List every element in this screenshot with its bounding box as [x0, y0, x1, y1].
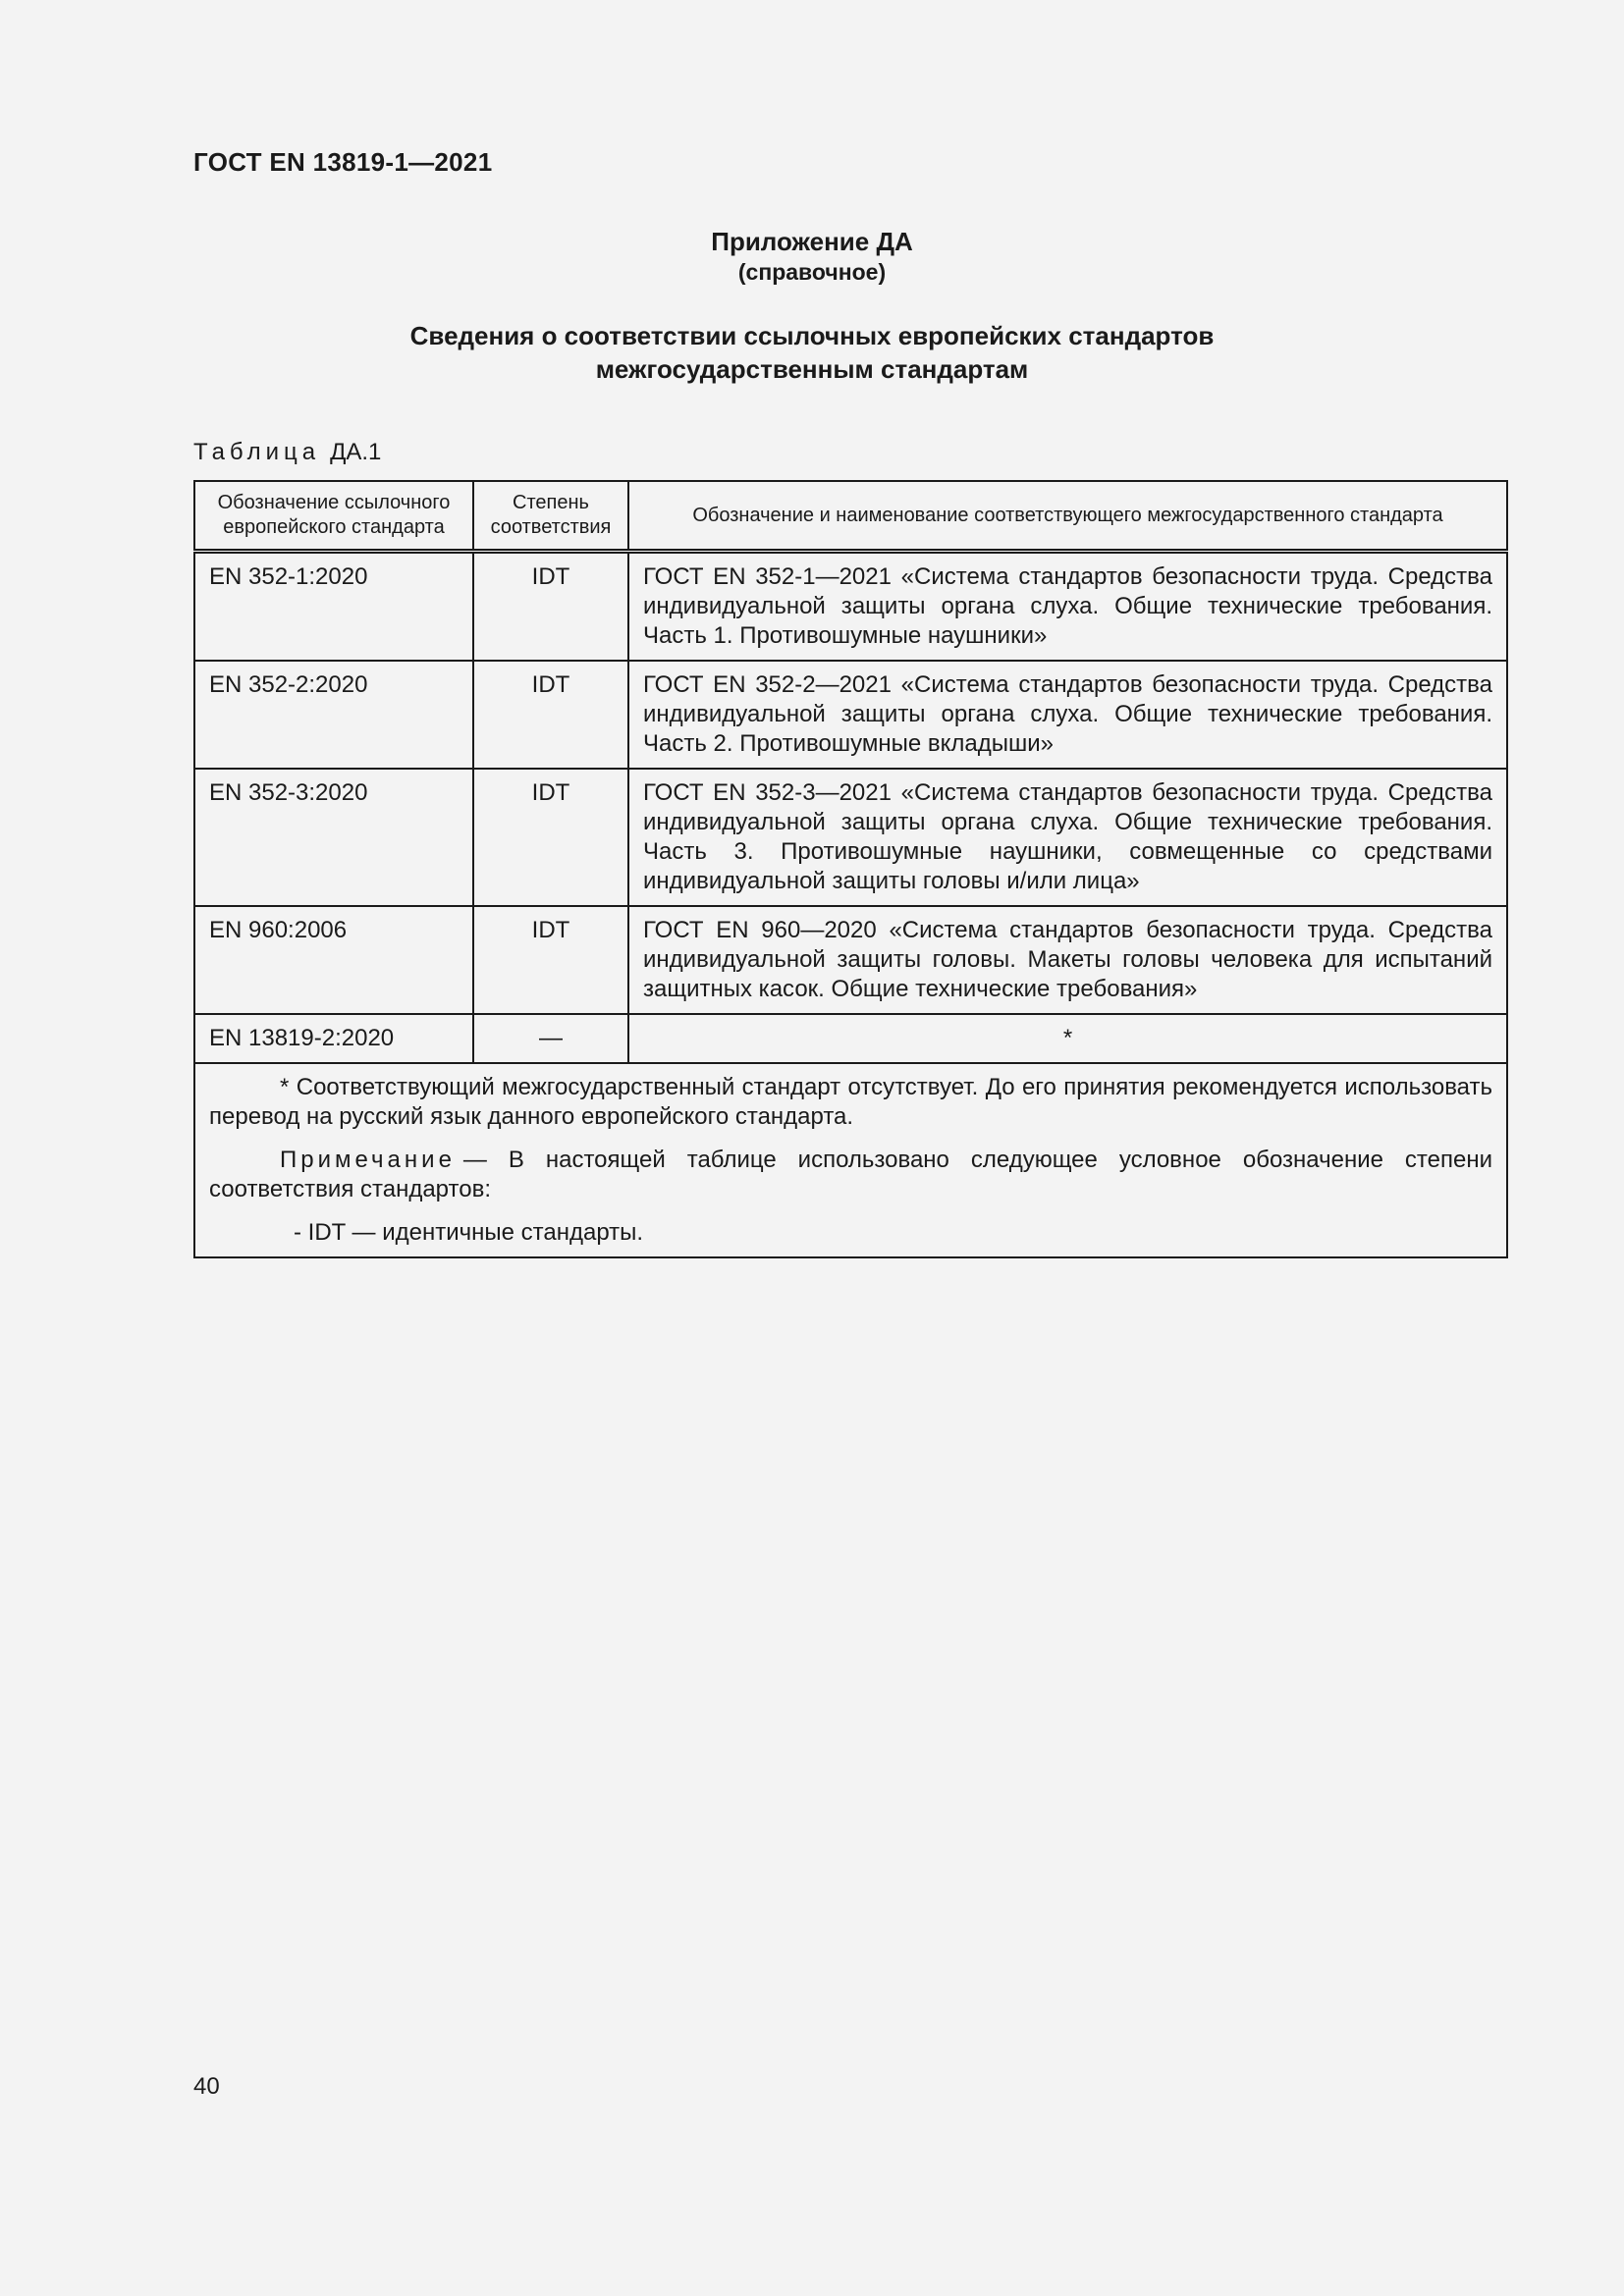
cell-reference: EN 352-1:2020	[194, 552, 473, 662]
annex-title: Приложение ДА	[711, 227, 913, 256]
column-header-reference: Обозначение ссылочного европейского стандарта	[194, 481, 473, 552]
column-header-interstate-standard: Обозначение и наименование соответствующего межгосударственного стандарта	[628, 481, 1507, 552]
cell-degree: IDT	[473, 906, 628, 1014]
cell-interstate-standard: ГОСТ EN 352-3—2021 «Система стандартов безопасности труда. Средства индивидуальной защиты органа слуха. Общие технические требования. Часть 3. Противошумные наушники, совмещенные со средствами индивидуальной защиты головы и/или лица»	[628, 769, 1507, 906]
cell-reference: EN 960:2006	[194, 906, 473, 1014]
annex-status: (справочное)	[737, 259, 887, 285]
table-caption-word: Таблица	[193, 439, 321, 465]
footnote-text: * Соответствующий межгосударственный стандарт отсутствует. До его принятия рекомендуется использовать перевод на русский язык данного европейского стандарта.	[209, 1074, 1492, 1130]
annex-heading-line-1: Сведения о соответствии ссылочных европейских стандартов	[409, 321, 1215, 350]
correspondence-table	[193, 480, 1508, 1258]
table-caption-id: ДА.1	[330, 439, 382, 465]
cell-reference: EN 13819-2:2020	[194, 1014, 473, 1063]
table-row	[194, 1014, 1507, 1063]
table-header-row	[194, 481, 1507, 552]
annex-heading-line-2: межгосударственным стандартам	[595, 354, 1029, 384]
cell-degree: IDT	[473, 769, 628, 906]
note-label: Примечание	[280, 1147, 456, 1173]
document-code-header: ГОСТ EN 13819-1—2021	[193, 147, 493, 177]
table-note	[209, 1146, 1492, 1204]
table-notes-cell	[194, 1063, 1507, 1257]
column-header-degree: Степень соответствия	[473, 481, 628, 552]
cell-reference: EN 352-3:2020	[194, 769, 473, 906]
table-row	[194, 661, 1507, 769]
legend-item: - IDT — идентичные стандарты.	[294, 1219, 644, 1246]
cell-reference: EN 352-2:2020	[194, 661, 473, 769]
table-row	[194, 552, 1507, 662]
cell-interstate-standard: ГОСТ EN 352-1—2021 «Система стандартов безопасности труда. Средства индивидуальной защиты органа слуха. Общие технические требования. Часть 1. Противошумные наушники»	[628, 552, 1507, 662]
note-text: — В настоящей таблице использовано следующее условное обозначение степени соответствия стандартов:	[209, 1147, 1492, 1202]
footnote	[209, 1073, 1492, 1132]
cell-interstate-standard: ГОСТ EN 352-2—2021 «Система стандартов безопасности труда. Средства индивидуальной защиты органа слуха. Общие технические требования. Часть 2. Противошумные вкладыши»	[628, 661, 1507, 769]
cell-interstate-standard: *	[628, 1014, 1507, 1063]
page-number: 40	[193, 2073, 220, 2100]
table-caption	[193, 439, 381, 466]
table-notes-row	[194, 1063, 1507, 1257]
annex-heading	[0, 319, 1624, 386]
cell-degree: IDT	[473, 661, 628, 769]
table-row	[194, 769, 1507, 906]
table-row	[194, 906, 1507, 1014]
cell-degree: —	[473, 1014, 628, 1063]
cell-degree: IDT	[473, 552, 628, 662]
cell-interstate-standard: ГОСТ EN 960—2020 «Система стандартов безопасности труда. Средства индивидуальной защиты головы. Макеты головы человека для испытаний защитных касок. Общие технические требования»	[628, 906, 1507, 1014]
